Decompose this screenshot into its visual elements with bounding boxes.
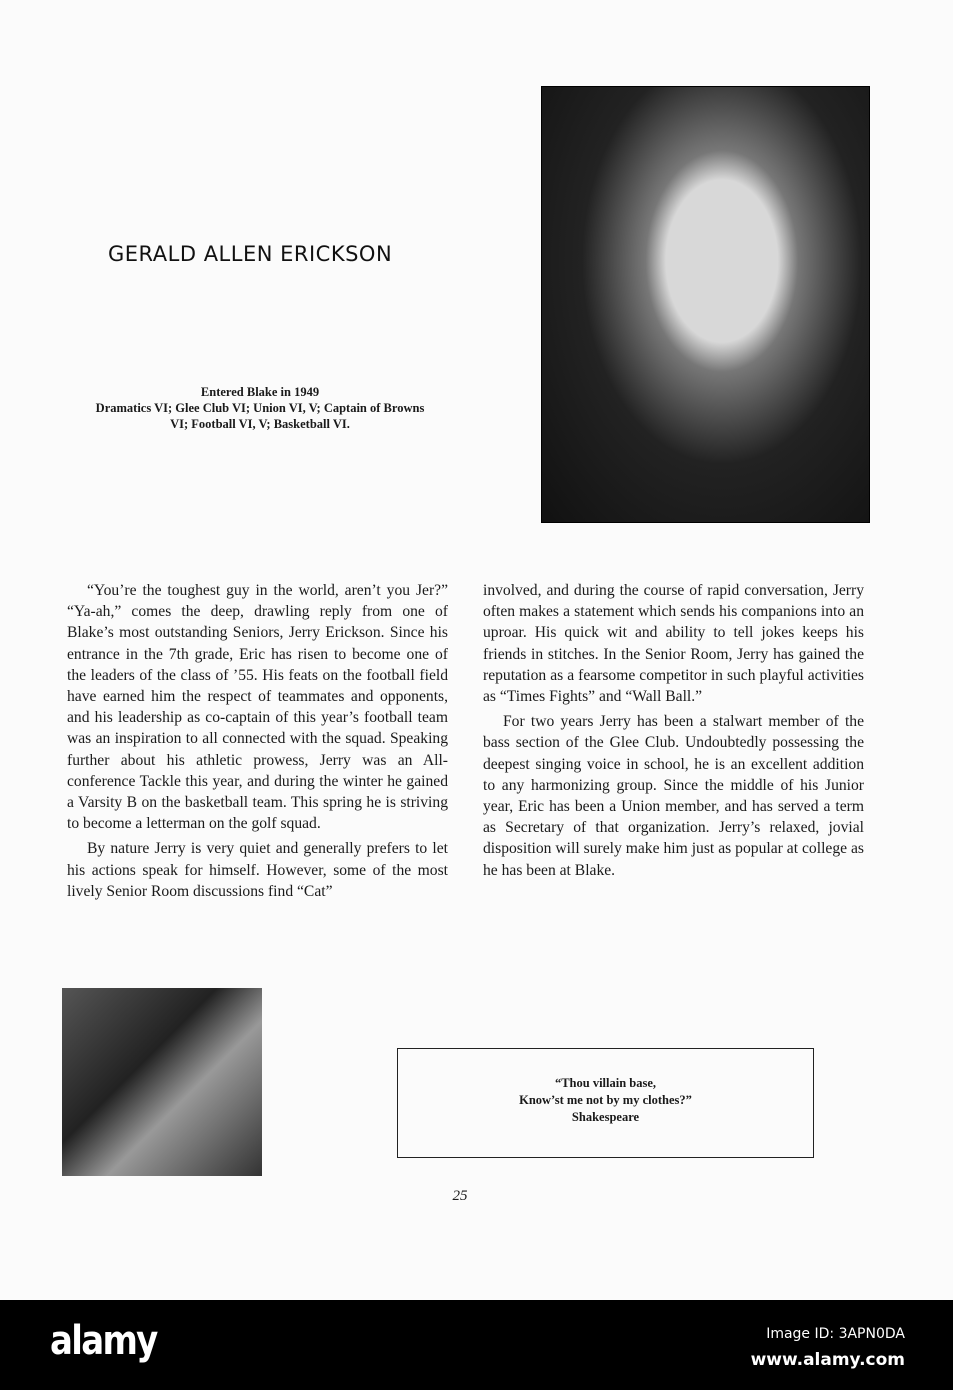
paragraph: involved, and during the course of rapid conversation, Jerry often makes a statement which sends his companions into an uproar. His quick wit and ability to tell jokes keeps his friends in stitches. In the Senior Room, Jerry has gained the reputation as a fearsome competitor in such playful activities as “Times Fights” and “Wall Ball.” [483,582,864,706]
activities-line-2: VI; Football VI, V; Basketball VI. [170,417,350,431]
quote-box [397,1048,814,1158]
alamy-logo: alamy [50,1318,157,1364]
site-url: www.alamy.com [750,1350,905,1370]
paragraph: “You’re the toughest guy in the world, aren’t you Jer?” “Ya-ah,” comes the deep, drawling reply from one of Blake’s most outstanding Seniors, Jerry Erickson. Since his entrance in the 7th grade, Eric has risen to become one of the leaders of the class of ’55. His feats on the football field have earned him the respect of teammates and opponents, and his leadership as co-captain of this year’s football team was an inspiration to all connected with the squad. Speaking further about his athletic prowess, Jerry was an All-conference Tackle this year, and during the winter he gained a Varsity B on the basketball team. This spring he is striving to become a letterman on the golf squad. [67,582,448,833]
biography-column-1 [67,580,448,902]
image-id: Image ID: 3APN0DA [766,1326,905,1342]
paragraph: By nature Jerry is very quiet and generally prefers to let his actions speak for himself. However, some of the most lively Senior Room discussions find “Cat” [67,840,448,900]
entered-line: Entered Blake in 1949 [200,385,320,399]
student-name-heading: GERALD ALLEN ERICKSON [108,242,393,266]
activities-block [60,384,460,432]
portrait-photo [541,86,870,523]
paragraph: For two years Jerry has been a stalwart member of the bass section of the Glee Club. Undoubtedly possessing the deepest singing voice in school, he is an excellent addition to any harmonizing group. Since the middle of his Junior year, Eric has been a Union member, and has served a term as Secretary of that organization. Jerry’s relaxed, jovial disposition will surely make him just as popular at college as he has been at Blake. [483,713,864,879]
quote-author: Shakespeare [571,1110,640,1124]
biography-column-2 [483,580,864,881]
quote-line-1: “Thou villain base, [554,1076,657,1090]
quote-line-2: Know’st me not by my clothes?” [519,1093,692,1107]
activities-line-1: Dramatics VI; Glee Club VI; Union VI, V; Captain of Browns [95,401,425,415]
page-number: 25 [452,1188,468,1204]
candid-photo [62,988,262,1176]
